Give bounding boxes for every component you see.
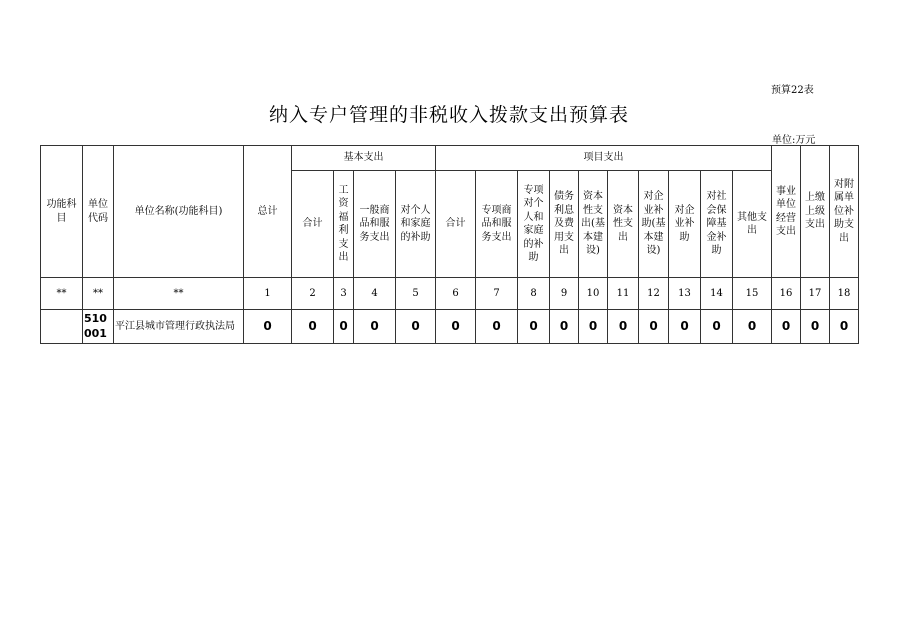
header-enterprise-subsidy-construction: 对企业补助(基本建设) xyxy=(639,171,669,278)
index-cell: 6 xyxy=(436,278,476,310)
value-cell: 0 xyxy=(772,310,801,344)
index-cell: 15 xyxy=(733,278,772,310)
value-cell: 0 xyxy=(396,310,436,344)
value-cell: 0 xyxy=(354,310,396,344)
value-cell: 0 xyxy=(830,310,859,344)
index-cell: 14 xyxy=(701,278,733,310)
unit-label: 单位:万元 xyxy=(772,135,816,146)
header-subsidiary-subsidy: 对附属单位补助支出 xyxy=(830,146,859,278)
header-project-personal-subsidy: 专项对个人和家庭的补助 xyxy=(518,171,550,278)
header-capital-construction: 资本性支出(基本建设) xyxy=(579,171,608,278)
index-cell: 11 xyxy=(608,278,639,310)
index-cell: 4 xyxy=(354,278,396,310)
header-debt-interest: 债务利息及费用支出 xyxy=(550,171,579,278)
index-cell: 17 xyxy=(801,278,830,310)
value-cell: 0 xyxy=(639,310,669,344)
index-cell: 13 xyxy=(669,278,701,310)
form-number: 预算22表 xyxy=(771,85,814,96)
header-project-goods-services: 专项商品和服务支出 xyxy=(476,171,518,278)
header-project-expenditure: 项目支出 xyxy=(436,146,772,171)
header-basic-personal-subsidy: 对个人和家庭的补助 xyxy=(396,171,436,278)
header-upper-payment: 上缴上级支出 xyxy=(801,146,830,278)
header-unit-name: 单位名称(功能科目) xyxy=(114,146,244,278)
table-row xyxy=(41,310,859,344)
header-basic-subtotal: 合计 xyxy=(292,171,334,278)
index-cell: 8 xyxy=(518,278,550,310)
value-cell: 0 xyxy=(436,310,476,344)
header-project-subtotal: 合计 xyxy=(436,171,476,278)
budget-table xyxy=(40,145,859,344)
header-total: 总计 xyxy=(244,146,292,278)
header-business-expenditure: 事业单位经营支出 xyxy=(772,146,801,278)
index-cell: 5 xyxy=(396,278,436,310)
header-basic-salary: 工资福利支出 xyxy=(334,171,354,278)
header-enterprise-subsidy: 对企业补助 xyxy=(669,171,701,278)
value-cell: 0 xyxy=(801,310,830,344)
header-capital-expenditure: 资本性支出 xyxy=(608,171,639,278)
header-basic-expenditure: 基本支出 xyxy=(292,146,436,171)
index-cell: 7 xyxy=(476,278,518,310)
index-cell: ** xyxy=(41,278,83,310)
value-cell: 0 xyxy=(518,310,550,344)
index-cell: 2 xyxy=(292,278,334,310)
index-cell: 16 xyxy=(772,278,801,310)
header-social-security-subsidy: 对社会保障基金补助 xyxy=(701,171,733,278)
index-cell: 10 xyxy=(579,278,608,310)
index-cell: 12 xyxy=(639,278,669,310)
row-func-subject xyxy=(41,310,83,344)
index-cell: 3 xyxy=(334,278,354,310)
index-cell: 1 xyxy=(244,278,292,310)
value-cell: 0 xyxy=(476,310,518,344)
value-cell: 0 xyxy=(550,310,579,344)
row-unit-code: 510001 xyxy=(83,310,114,344)
value-cell: 0 xyxy=(608,310,639,344)
header-basic-goods-services: 一般商品和服务支出 xyxy=(354,171,396,278)
header-other-expenditure: 其他支出 xyxy=(733,171,772,278)
page-title: 纳入专户管理的非税收入拨款支出预算表 xyxy=(268,104,629,126)
value-cell: 0 xyxy=(244,310,292,344)
value-cell: 0 xyxy=(733,310,772,344)
value-cell: 0 xyxy=(701,310,733,344)
index-cell: 18 xyxy=(830,278,859,310)
row-unit-name: 平江县城市管理行政执法局 xyxy=(114,310,244,344)
header-unit-code: 单位代码 xyxy=(83,146,114,278)
value-cell: 0 xyxy=(292,310,334,344)
index-cell: ** xyxy=(83,278,114,310)
index-cell: ** xyxy=(114,278,244,310)
value-cell: 0 xyxy=(334,310,354,344)
index-cell: 9 xyxy=(550,278,579,310)
value-cell: 0 xyxy=(669,310,701,344)
header-func-subject: 功能科目 xyxy=(41,146,83,278)
value-cell: 0 xyxy=(579,310,608,344)
